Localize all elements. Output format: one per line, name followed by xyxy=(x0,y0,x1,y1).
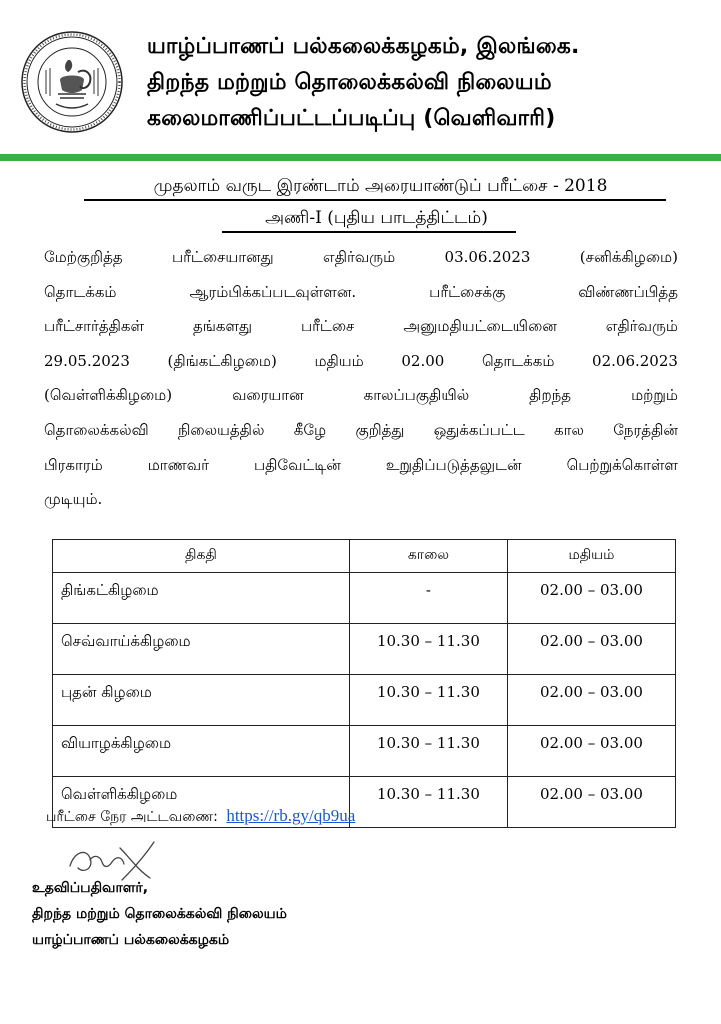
paragraph-word: (சனிக்கிழமை) xyxy=(579,248,678,266)
paragraph-word: (வெள்ளிக்கிழமை) xyxy=(44,386,173,405)
paragraph-word: எதிர்வரும் xyxy=(605,317,678,336)
paragraph-word: 03.06.2023 xyxy=(444,248,531,266)
paragraph-word: எதிர்வரும் xyxy=(322,248,396,266)
paragraph-word: கால xyxy=(554,420,584,439)
paragraph-word: மதியம் xyxy=(314,351,364,370)
paragraph-word: தொடக்கம் xyxy=(481,351,555,370)
table-row xyxy=(53,675,676,726)
row-day: திங்கட்கிழமை xyxy=(53,573,350,624)
university-seal-logo xyxy=(20,30,124,134)
row-morning: 10.30 – 11.30 xyxy=(349,726,507,777)
paragraph-word: பரீட்சைக்கு xyxy=(429,282,506,301)
header-morning: காலை xyxy=(349,540,507,573)
paragraph-word: குறித்து xyxy=(355,420,405,439)
paragraph-word: 29.05.2023 xyxy=(44,351,130,370)
paragraph-word: உறுதிப்படுத்தலுடன் xyxy=(385,455,522,474)
exam-subtitle: அணி-I (புதிய பாடத்திட்டம்) xyxy=(265,208,488,228)
row-day: வெள்ளிக்கிழமை xyxy=(53,777,350,828)
paragraph-word: வரையான xyxy=(232,386,304,405)
paragraph-word: காலப்பகுதியில் xyxy=(363,386,470,405)
paragraph-word: பிரகாரம் xyxy=(44,455,103,474)
signatory-centre: திறந்த மற்றும் தொலைக்கல்வி நிலையம் xyxy=(32,906,287,922)
signatory-title: உதவிப்பதிவாளர், xyxy=(32,880,149,896)
header-divider xyxy=(0,154,721,161)
row-day: புதன் கிழமை xyxy=(53,675,350,726)
paragraph-word: பதிவேட்டின் xyxy=(253,455,341,474)
paragraph-word: 02.00 xyxy=(401,351,445,370)
exam-title: முதலாம் வருட இரண்டாம் அரையாண்டுப் பரீட்சை - 2018 xyxy=(153,176,608,196)
paragraph-word: தங்களது xyxy=(192,317,253,336)
paragraph-line xyxy=(44,275,678,310)
paragraph-word: நேரத்தின் xyxy=(613,420,678,439)
centre-name: திறந்த மற்றும் தொலைக்கல்வி நிலையம் xyxy=(147,70,552,95)
paragraph-word: மற்றும் xyxy=(631,386,678,405)
paragraph-line xyxy=(44,344,678,379)
paragraph-word: மேற்குறித்த xyxy=(44,248,123,266)
table-row xyxy=(53,726,676,777)
row-day: வியாழக்கிழமை xyxy=(53,726,350,777)
row-morning: - xyxy=(349,573,507,624)
exam-title-underline xyxy=(84,199,666,201)
timetable-footer xyxy=(46,806,355,827)
paragraph-word: ஆரம்பிக்கப்படவுள்ளன. xyxy=(189,282,357,301)
paragraph-line xyxy=(44,240,678,275)
row-afternoon: 02.00 – 03.00 xyxy=(507,675,675,726)
row-afternoon: 02.00 – 03.00 xyxy=(507,777,675,828)
paragraph-line xyxy=(44,448,678,483)
row-afternoon: 02.00 – 03.00 xyxy=(507,726,675,777)
paragraph-word: ஒதுக்கப்பட்ட xyxy=(433,420,525,439)
timetable-label: பரீட்சை நேர அட்டவணை: xyxy=(46,809,218,825)
header-afternoon: மதியம் xyxy=(507,540,675,573)
table-row xyxy=(53,624,676,675)
row-afternoon: 02.00 – 03.00 xyxy=(507,624,675,675)
paragraph-word: தொடக்கம் xyxy=(44,282,117,301)
programme-name: கலைமாணிப்பட்டப்படிப்பு (வெளிவாரி) xyxy=(147,106,556,131)
paragraph-word: திறந்த xyxy=(529,386,572,405)
paragraph-word: பரீட்சை xyxy=(301,317,355,336)
schedule-table xyxy=(52,539,676,828)
header-date: திகதி xyxy=(53,540,350,573)
exam-subtitle-underline xyxy=(222,231,516,233)
paragraph-word: பெற்றுக்கொள்ள xyxy=(566,455,678,474)
row-morning: 10.30 – 11.30 xyxy=(349,624,507,675)
paragraph-word: (திங்கட்கிழமை) xyxy=(167,351,277,370)
row-afternoon: 02.00 – 03.00 xyxy=(507,573,675,624)
row-morning: 10.30 – 11.30 xyxy=(349,675,507,726)
paragraph-word: விண்ணப்பித்த xyxy=(578,282,678,301)
table-row xyxy=(53,573,676,624)
paragraph-last-line: முடியும். xyxy=(44,490,103,509)
university-name: யாழ்ப்பாணப் பல்கலைக்கழகம், இலங்கை. xyxy=(147,34,580,59)
paragraph-word: கீழே xyxy=(293,420,327,439)
paragraph-line xyxy=(44,309,678,344)
paragraph-word: மாணவர் xyxy=(147,455,209,474)
paragraph-word: பரீட்சார்த்திகள் xyxy=(44,317,145,336)
paragraph-word: 02.06.2023 xyxy=(592,351,678,370)
row-day: செவ்வாய்க்கிழமை xyxy=(53,624,350,675)
paragraph-line xyxy=(44,378,678,413)
paragraph-word: பரீட்சையானது xyxy=(172,248,274,266)
timetable-link[interactable]: https://rb.gy/qb9ua xyxy=(226,806,356,825)
notice-paragraph xyxy=(44,240,678,517)
signatory-university: யாழ்ப்பாணப் பல்கலைக்கழகம் xyxy=(32,932,230,948)
row-morning: 10.30 – 11.30 xyxy=(349,777,507,828)
handwritten-signature xyxy=(60,828,180,888)
paragraph-word: நிலையத்தில் xyxy=(177,420,265,439)
table-header-row xyxy=(53,540,676,573)
paragraph-word: தொலைக்கல்வி xyxy=(44,420,149,439)
paragraph-word: அனுமதியட்டையினை xyxy=(403,317,557,336)
paragraph-line xyxy=(44,413,678,448)
